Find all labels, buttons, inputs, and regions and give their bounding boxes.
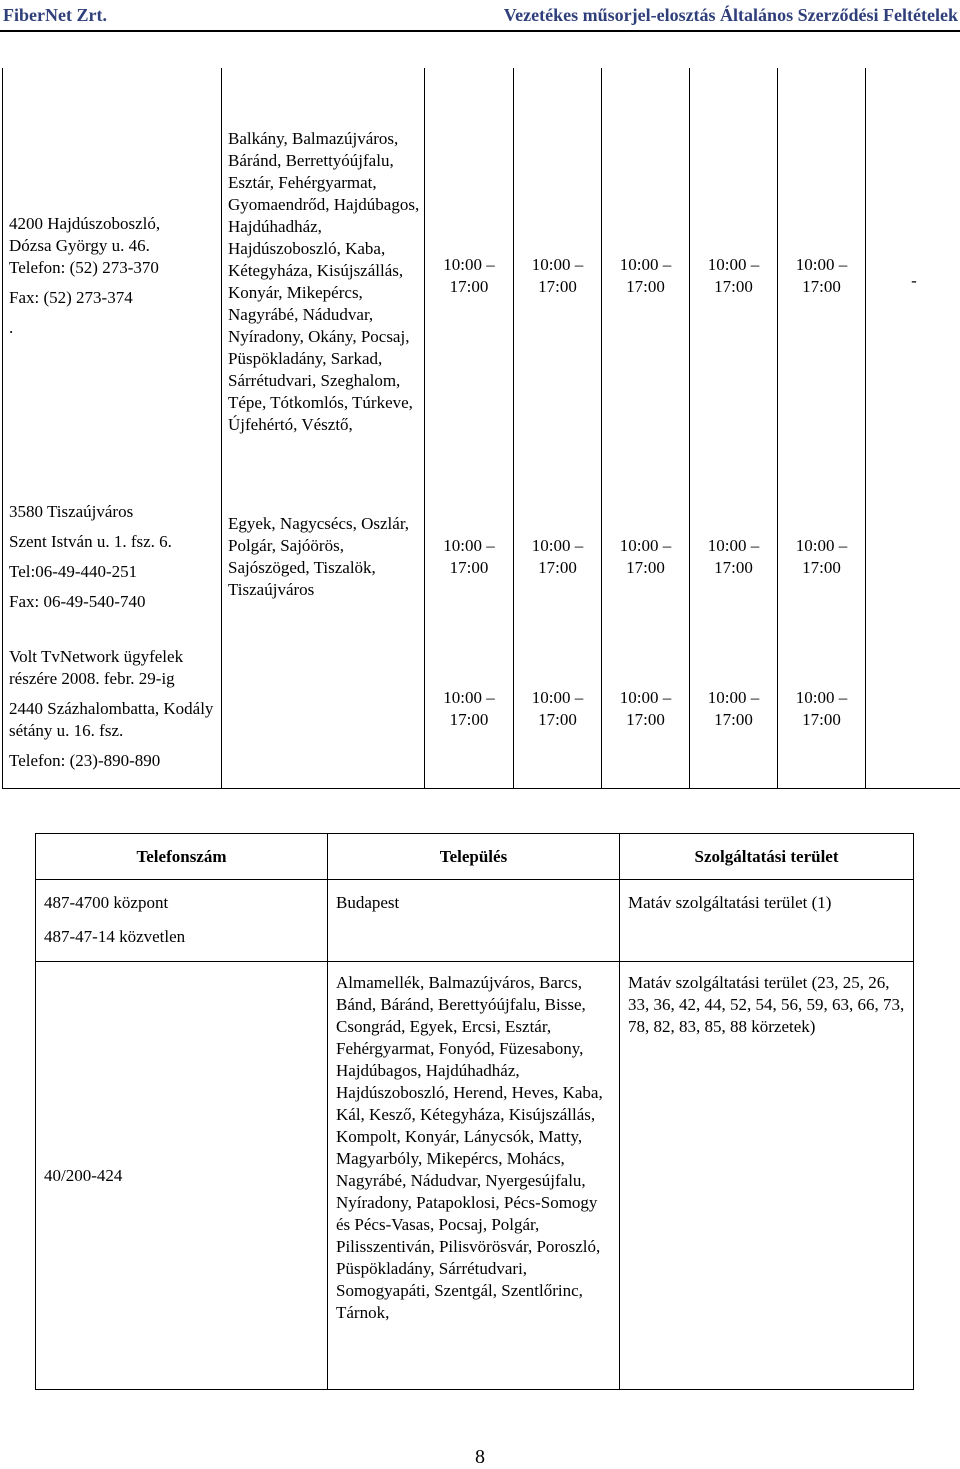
header-rule: [0, 30, 960, 32]
column-header: Szolgáltatási terület: [620, 834, 914, 880]
opening-hours: 10:00 – 17:00: [602, 68, 690, 484]
opening-hours: 10:00 – 17:00: [602, 484, 690, 630]
office-address: 4200 Hajdúszoboszló, Dózsa György u. 46. Telefon: (52) 273-370 Fax: (52) 273-374 .: [3, 68, 222, 484]
opening-hours: 10:00 – 17:00: [425, 630, 514, 788]
document-title: Vezetékes műsorjel-elosztás Általános Szerződési Feltételek: [503, 5, 958, 25]
settlement-list: Balkány, Balmazújváros, Báránd, Berrettyóújfalu, Esztár, Fehérgyarmat, Gyomaendrőd, Hajdúbagos, Hajdúhadház, Hajdúszoboszló, Kaba, Kétegyháza, Kisújszállás, Konyár, Mikepércs, Nagyrábé, Nádudvar, Nyíradony, Okány, Pocsaj, Püspökladány, Sarkad, Sárrétudvari, Szeghalom, Tépe, Tótkomlós, Túrkeve, Újfehértó, Vésztő,: [222, 68, 425, 484]
area-cell: Matáv szolgáltatási terület (1): [620, 880, 914, 962]
opening-hours: 10:00 – 17:00: [690, 630, 778, 788]
settlement-list: [222, 630, 425, 788]
empty-cell: [866, 484, 960, 630]
opening-hours: 10:00 – 17:00: [602, 630, 690, 788]
column-header: Telefonszám: [36, 834, 328, 880]
settlement-list: Egyek, Nagycsécs, Oszlár, Polgár, Sajóörös, Sajószöged, Tiszalök, Tiszaújváros: [222, 484, 425, 630]
office-address: 3580 Tiszaújváros Szent István u. 1. fsz. 6. Tel:06-49-440-251 Fax: 06-49-540-740: [3, 484, 222, 630]
table-header-row: [36, 834, 914, 880]
column-header: Település: [328, 834, 620, 880]
table-row: [3, 484, 960, 630]
table-row: [36, 880, 914, 962]
empty-cell: [866, 630, 960, 788]
empty-marker: -: [866, 68, 960, 484]
table-row: [36, 962, 914, 1390]
opening-hours: 10:00 – 17:00: [690, 484, 778, 630]
page-header: [0, 0, 960, 34]
opening-hours: 10:00 – 17:00: [514, 68, 602, 484]
company-name: FiberNet Zrt.: [3, 5, 107, 25]
area-cell: Matáv szolgáltatási terület (23, 25, 26, 33, 36, 42, 44, 52, 54, 56, 59, 63, 66, 73, 78, 82, 83, 85, 88 körzetek): [620, 962, 914, 1390]
opening-hours: 10:00 – 17:00: [778, 630, 866, 788]
opening-hours: 10:00 – 17:00: [425, 68, 514, 484]
phone-cell: 40/200-424: [36, 962, 328, 1390]
page-number: 8: [475, 1446, 485, 1468]
office-address: Volt TvNetwork ügyfelek részére 2008. febr. 29-ig 2440 Százhalombatta, Kodály sétány u. 16. fsz. Telefon: (23)-890-890: [3, 630, 222, 788]
opening-hours: 10:00 – 17:00: [514, 484, 602, 630]
table-row: [3, 630, 960, 788]
opening-hours: 10:00 – 17:00: [690, 68, 778, 484]
settlement-cell: Budapest: [328, 880, 620, 962]
opening-hours: 10:00 – 17:00: [514, 630, 602, 788]
phone-cell: 487-4700 központ 487-47-14 közvetlen: [36, 880, 328, 962]
table-row: [3, 68, 960, 484]
office-hours-table: [2, 68, 960, 789]
service-area-table: [35, 833, 914, 1390]
opening-hours: 10:00 – 17:00: [778, 68, 866, 484]
settlement-cell: Almamellék, Balmazújváros, Barcs, Bánd, Báránd, Berettyóújfalu, Bisse, Csongrád, Egyek, Ercsi, Esztár, Fehérgyarmat, Fonyód, Füzesabony, Hajdúbagos, Hajdúhadház, Hajdúszoboszló, Herend, Heves, Kaba, Kál, Kesző, Kétegyháza, Kisújszállás, Kompolt, Konyár, Lánycsók, Matty, Magyarbóly, Mikepércs, Mohács, Nagyrábé, Nádudvar, Nyergesújfalu, Nyíradony, Patapoklosi, Pécs-Somogy és Pécs-Vasas, Pocsaj, Polgár, Pilisszentiván, Pilisvörösvár, Poroszló, Püspökladány, Sárrétudvari, Somogyapáti, Szentgál, Szentlőrinc, Tárnok,: [328, 962, 620, 1390]
opening-hours: 10:00 – 17:00: [778, 484, 866, 630]
opening-hours: 10:00 – 17:00: [425, 484, 514, 630]
